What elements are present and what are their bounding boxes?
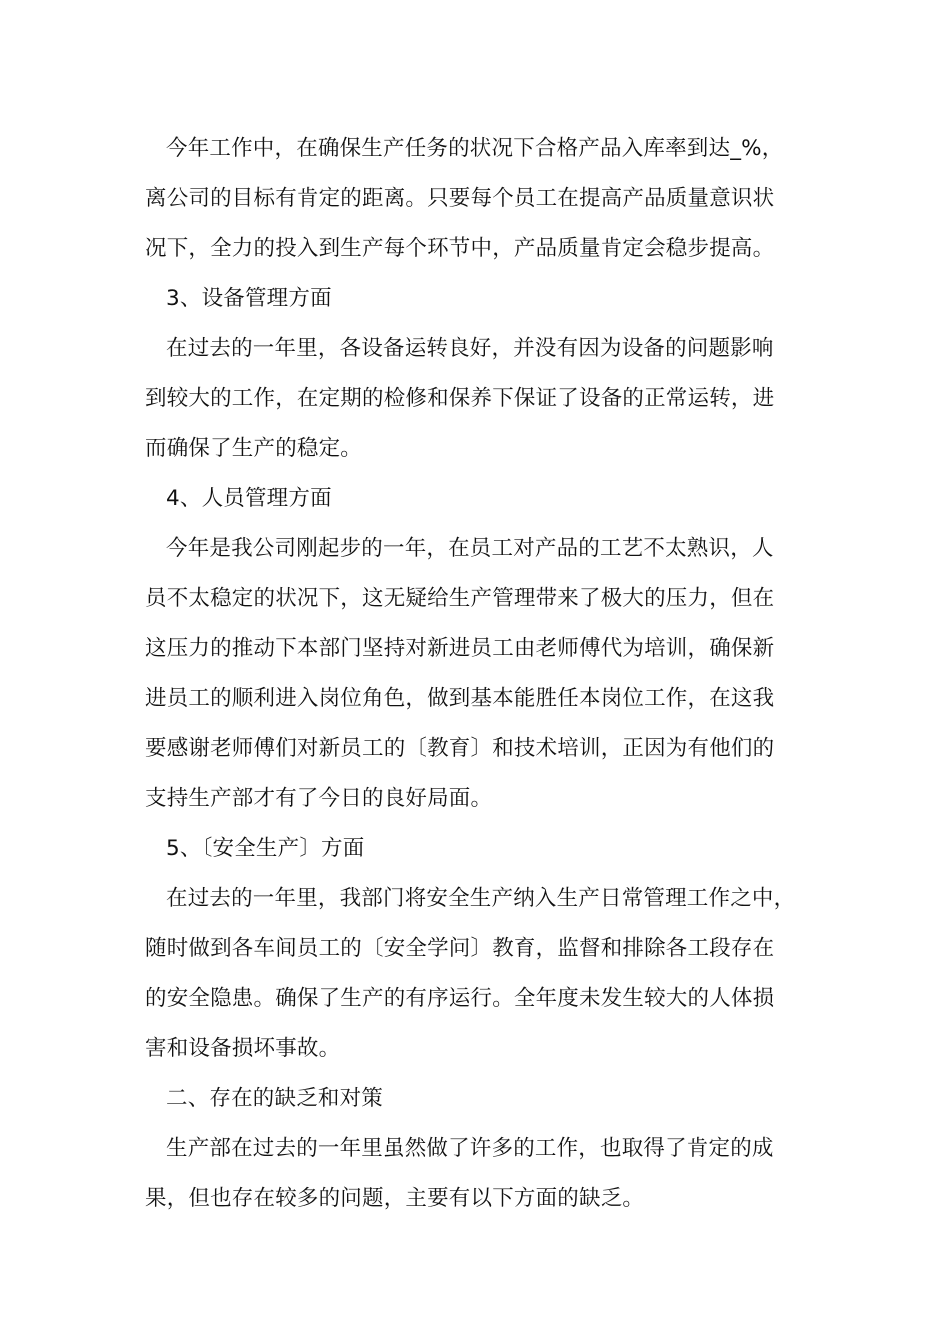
paragraph-line: 今年工作中，在确保生产任务的状况下合格产品入库率到达_%，: [166, 136, 784, 161]
paragraph-line: 害和设备损坏事故。: [145, 1036, 341, 1061]
paragraph-line: 到较大的工作，在定期的检修和保养下保证了设备的正常运转，进: [145, 386, 775, 411]
section-heading: 3、设备管理方面: [166, 286, 332, 311]
paragraph-line: 的安全隐患。确保了生产的有序运行。全年度未发生较大的人体损: [145, 986, 775, 1011]
paragraph-line: 员不太稳定的状况下，这无疑给生产管理带来了极大的压力，但在: [145, 586, 775, 611]
paragraph-line: 这压力的推动下本部门坚持对新进员工由老师傅代为培训，确保新: [145, 636, 775, 661]
paragraph-line: 果，但也存在较多的问题，主要有以下方面的缺乏。: [145, 1186, 645, 1211]
paragraph-line: 离公司的目标有肯定的距离。只要每个员工在提高产品质量意识状: [145, 186, 775, 211]
paragraph-line: 要感谢老师傅们对新员工的〔教育〕和技术培训，正因为有他们的: [145, 736, 775, 761]
section-heading: 4、人员管理方面: [166, 486, 332, 511]
paragraph-line: 随时做到各车间员工的〔安全学问〕教育，监督和排除各工段存在: [145, 936, 775, 961]
paragraph-line: 进员工的顺利进入岗位角色，做到基本能胜任本岗位工作，在这我: [145, 686, 775, 711]
paragraph-line: 生产部在过去的一年里虽然做了许多的工作，也取得了肯定的成: [166, 1136, 774, 1161]
paragraph-line: 今年是我公司刚起步的一年，在员工对产品的工艺不太熟识，人: [166, 536, 774, 561]
paragraph-line: 支持生产部才有了今日的良好局面。: [145, 786, 493, 811]
section-heading: 5、〔安全生产〕方面: [166, 836, 365, 861]
paragraph-line: 况下，全力的投入到生产每个环节中，产品质量肯定会稳步提高。: [145, 236, 775, 261]
paragraph-line: 在过去的一年里，各设备运转良好，并没有因为设备的问题影响: [166, 336, 774, 361]
paragraph-line: 在过去的一年里，我部门将安全生产纳入生产日常管理工作之中，: [166, 886, 796, 911]
paragraph-line: 而确保了生产的稳定。: [145, 436, 363, 461]
section-heading: 二、存在的缺乏和对策: [166, 1086, 384, 1111]
